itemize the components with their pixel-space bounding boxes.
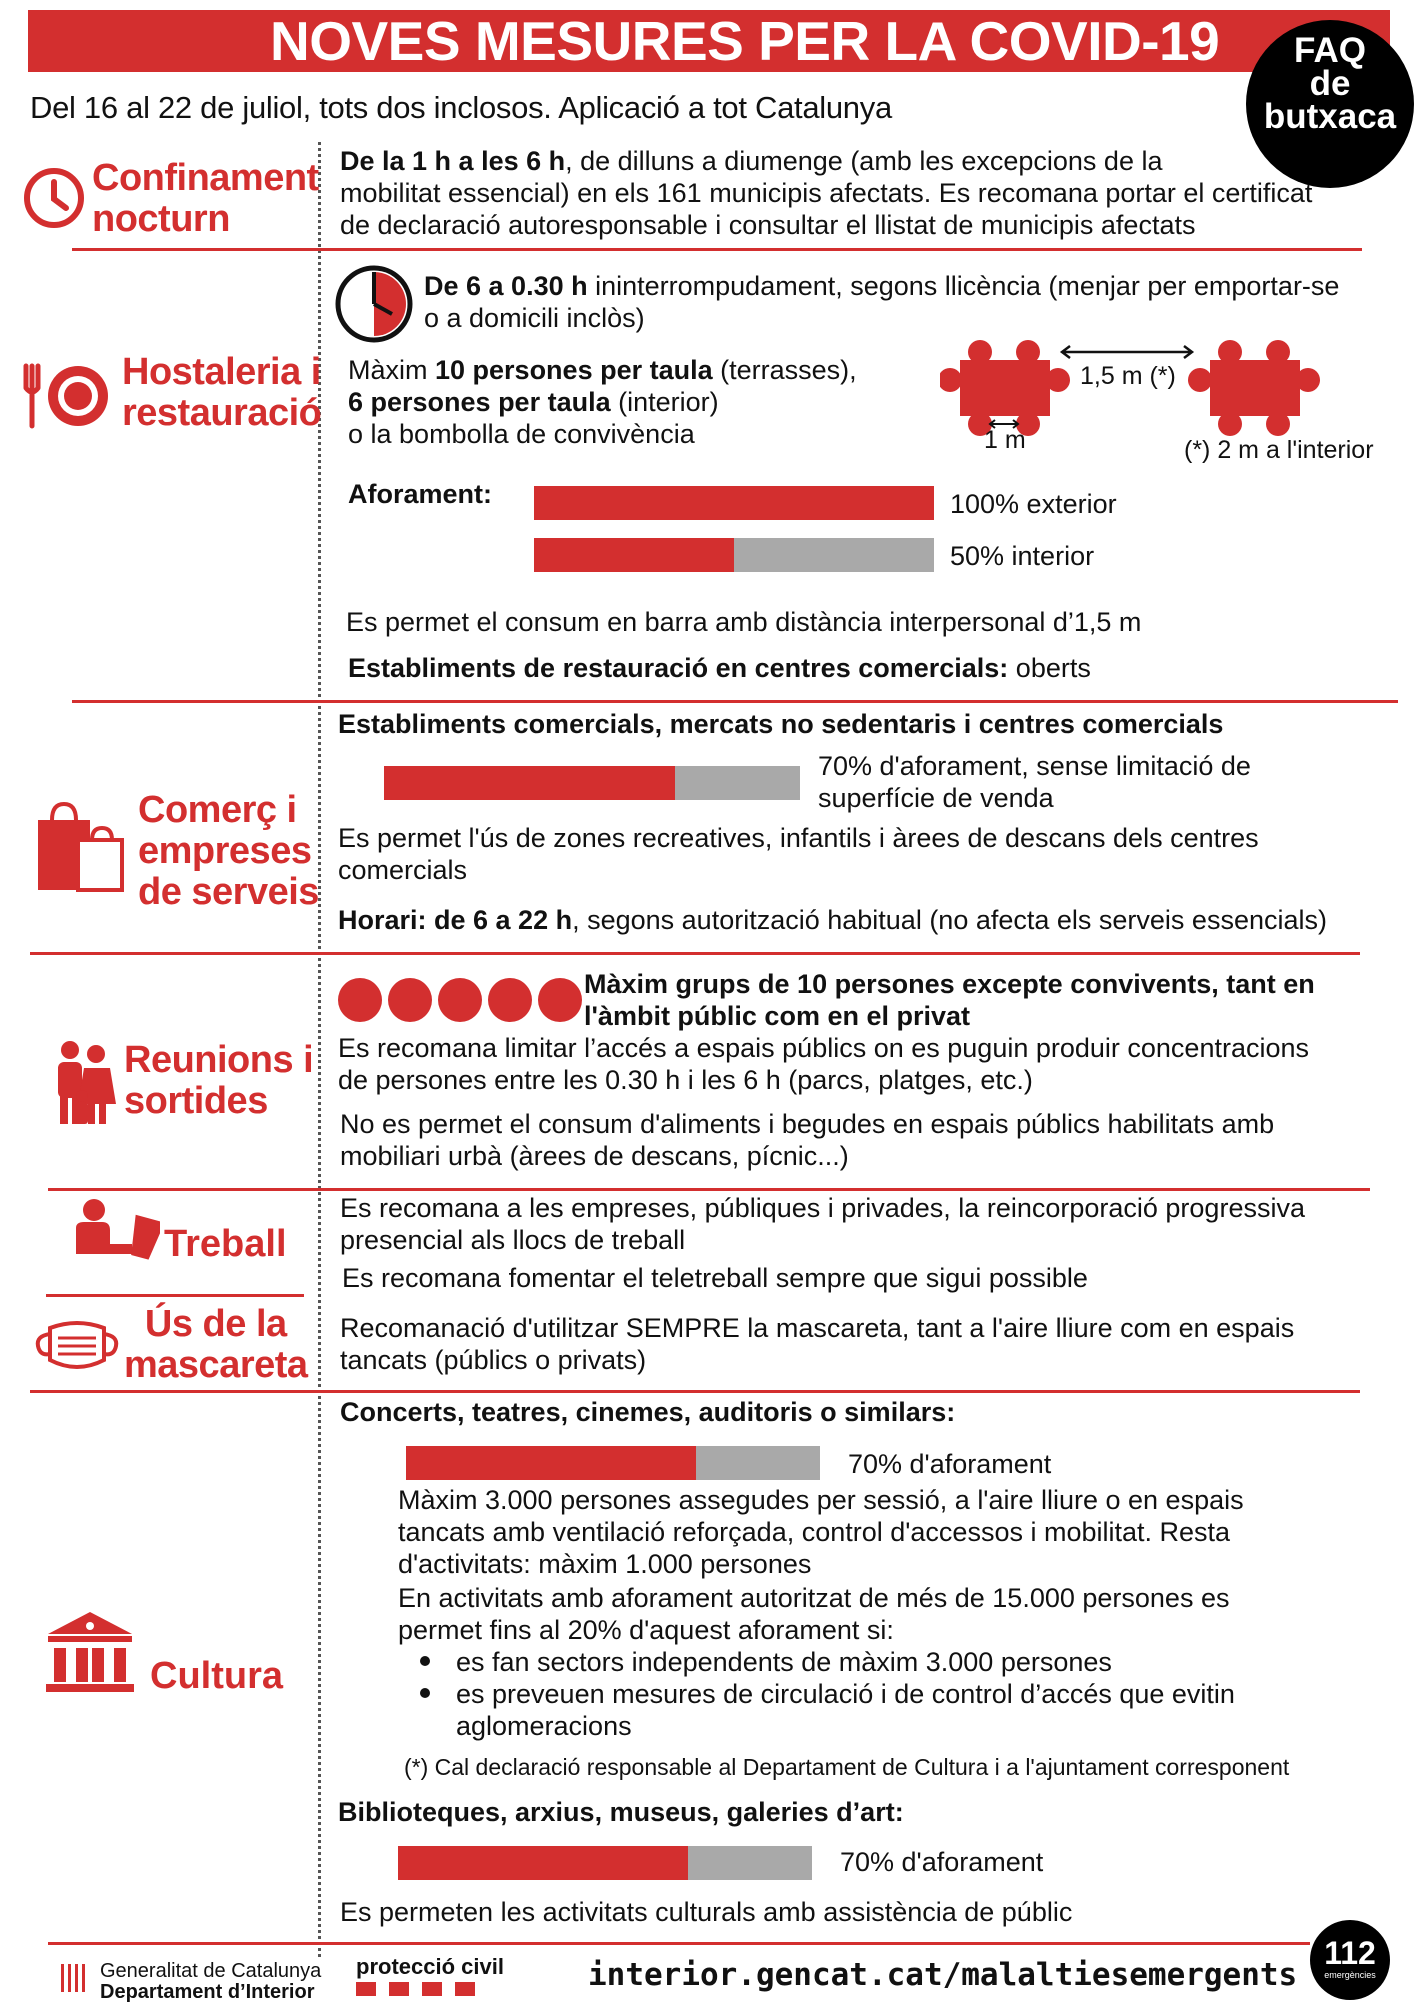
section-title-comerc: Comerç i empreses de serveis xyxy=(138,789,319,913)
section-title-cultura: Cultura xyxy=(150,1655,283,1697)
gencat-line1: Generalitat de Catalunya xyxy=(100,1960,322,1982)
clock-half-icon xyxy=(334,264,414,344)
list-item: aglomeracions xyxy=(456,1711,632,1741)
aforament-interior-label: 50% interior xyxy=(950,541,1095,571)
section-title-treball: Treball xyxy=(164,1223,287,1265)
treball-line1: Es recomana a les empreses, públiques i privades, la reincorporació progressiva presencial als llocs de treball xyxy=(340,1193,1305,1255)
comerc-horari: Horari: de 6 a 22 h, segons autorització habitual (no afecta els serveis essencials) xyxy=(338,905,1327,935)
cultura-para1: Màxim 3.000 persones assegudes per sessió, a l'aire lliure o en espais tancats amb ventilació reforçada, control d'accessos i mobilitat. Resta d'activitats: màxim 1.000 persones xyxy=(398,1485,1244,1579)
aforament-exterior-label: 100% exterior xyxy=(950,489,1117,519)
libraries-heading: Biblioteques, arxius, museus, galeries d’art: xyxy=(338,1797,904,1827)
family-icon xyxy=(52,1040,122,1126)
reunions-limit: Es recomana limitar l’accés a espais públics on es puguin produir concentracions de persones entre les 0.30 h i les 6 h (parcs, platges, etc.) xyxy=(338,1033,1309,1095)
footer-divider xyxy=(48,1942,1310,1945)
emergency-number: 112 xyxy=(1324,1935,1376,1971)
confinament-text: De la 1 h a les 6 h, de dilluns a diumenge (amb les excepcions de la mobilitat essencial) en els 161 municipis afectats. Es recomana portar el certificat de declaració autoresponsable i consultar el llistat de municipis afectats xyxy=(340,146,1313,240)
page-title: NOVES MESURES PER LA COVID-19 xyxy=(270,10,1220,72)
list-item: es preveuen mesures de circulació i de control d’accés que evitin xyxy=(420,1678,1235,1710)
museum-icon xyxy=(44,1610,136,1694)
proteccio-civil-stripes-icon xyxy=(356,1982,476,1996)
gencat-logo-icon xyxy=(58,1962,90,1994)
reunions-consum: No es permet el consum d'aliments i begudes en espais públics habilitats amb mobiliari urbà (àrees de descans, pícnic...) xyxy=(340,1109,1275,1171)
faq-badge-line: de xyxy=(1309,64,1351,103)
comerc-aforament-text: 70% d'aforament, sense limitació de superfície de venda xyxy=(818,751,1251,813)
barra-text: Es permet el consum en barra amb distància interpersonal d’1,5 m xyxy=(346,607,1142,637)
emergency-label: emergències xyxy=(1324,1970,1376,1980)
treball-line2: Es recomana fomentar el teletreball sempre que sigui possible xyxy=(342,1263,1088,1293)
divider xyxy=(72,700,1398,703)
distance-note: (*) 2 m a l'interior xyxy=(1184,436,1374,464)
face-mask-icon xyxy=(34,1320,120,1372)
section-title-mascareta: Ús de la mascareta xyxy=(124,1303,308,1386)
hostaleria-hours: De 6 a 0.30 h ininterrompudament, segons llicència (menjar per emportar-se o a domicili inclòs) xyxy=(424,271,1340,333)
divider xyxy=(30,952,1360,955)
aforament-bar-interior xyxy=(534,538,934,572)
clock-icon xyxy=(22,166,86,230)
mascareta-text: Recomanació d'utilitzar SEMPRE la mascareta, tant a l'aire lliure com en espais tancats (públics o privats) xyxy=(340,1313,1295,1375)
divider xyxy=(46,1294,304,1297)
comerc-zones: Es permet l'ús de zones recreatives, infantils i àrees de descans dels centres comercials xyxy=(338,823,1259,885)
remote-worker-icon xyxy=(70,1198,160,1264)
comerc-aforament-bar xyxy=(384,766,800,800)
reunions-groups: Màxim grups de 10 persones excepte convivents, tant en l'àmbit públic com en el privat xyxy=(584,969,1315,1031)
page-subtitle: Del 16 al 22 de juliol, tots dos inclosos. Aplicació a tot Catalunya xyxy=(30,90,892,125)
distance-chair-label: 1 m xyxy=(984,426,1026,454)
hostaleria-capacity: Màxim 10 persones per taula (terrasses), 6 persones per taula (interior) o la bombolla de convivència xyxy=(348,355,857,449)
divider xyxy=(30,1390,1360,1393)
aforament-label: Aforament: xyxy=(348,479,493,509)
faq-badge-line: butxaca xyxy=(1263,97,1397,136)
emergency-112-badge xyxy=(1310,1920,1390,2000)
distance-table-label: 1,5 m (*) xyxy=(1080,362,1176,390)
list-item: es fan sectors independents de màxim 3.000 persones xyxy=(420,1646,1235,1678)
aforament-bar-exterior xyxy=(534,486,934,520)
cultura-heading: Concerts, teatres, cinemes, auditoris o similars: xyxy=(340,1397,956,1427)
section-title-hostaleria: Hostaleria i restauració xyxy=(122,351,322,434)
libraries-aforament-text: 70% d'aforament xyxy=(840,1847,1044,1877)
plate-cutlery-icon xyxy=(22,360,112,432)
cultura-note: (*) Cal declaració responsable al Departament de Cultura i a l'ajuntament corresponent xyxy=(404,1754,1290,1780)
cultura-bullets xyxy=(420,1646,1235,1742)
shopping-bags-icon xyxy=(32,800,126,896)
cultura-aforament-text: 70% d'aforament xyxy=(848,1449,1052,1479)
cultura-aforament-bar xyxy=(406,1446,820,1480)
section-title-reunions: Reunions i sortides xyxy=(124,1039,314,1122)
section-title-confinament: Confinament nocturn xyxy=(92,157,319,240)
divider xyxy=(72,248,1362,251)
libraries-aforament-bar xyxy=(398,1846,812,1880)
centres-text: Establiments de restauració en centres comercials: oberts xyxy=(348,653,1091,683)
gencat-line2: Departament d’Interior xyxy=(100,1981,315,2003)
faq-badge-line: FAQ xyxy=(1294,31,1366,70)
footer-url-link[interactable]: interior.gencat.cat/malaltiesemergents xyxy=(588,1957,1298,1993)
group-dots-icon xyxy=(338,978,588,1027)
divider xyxy=(48,1188,1370,1191)
comerc-heading: Establiments comercials, mercats no sedentaris i centres comercials xyxy=(338,709,1224,739)
cultura-activities: Es permeten les activitats culturals amb assistència de públic xyxy=(340,1897,1073,1927)
proteccio-civil-logo: protecció civil xyxy=(356,1954,504,1979)
cultura-para2: En activitats amb aforament autoritzat de més de 15.000 persones es permet fins al 20% d'aquest aforament si: xyxy=(398,1583,1230,1645)
